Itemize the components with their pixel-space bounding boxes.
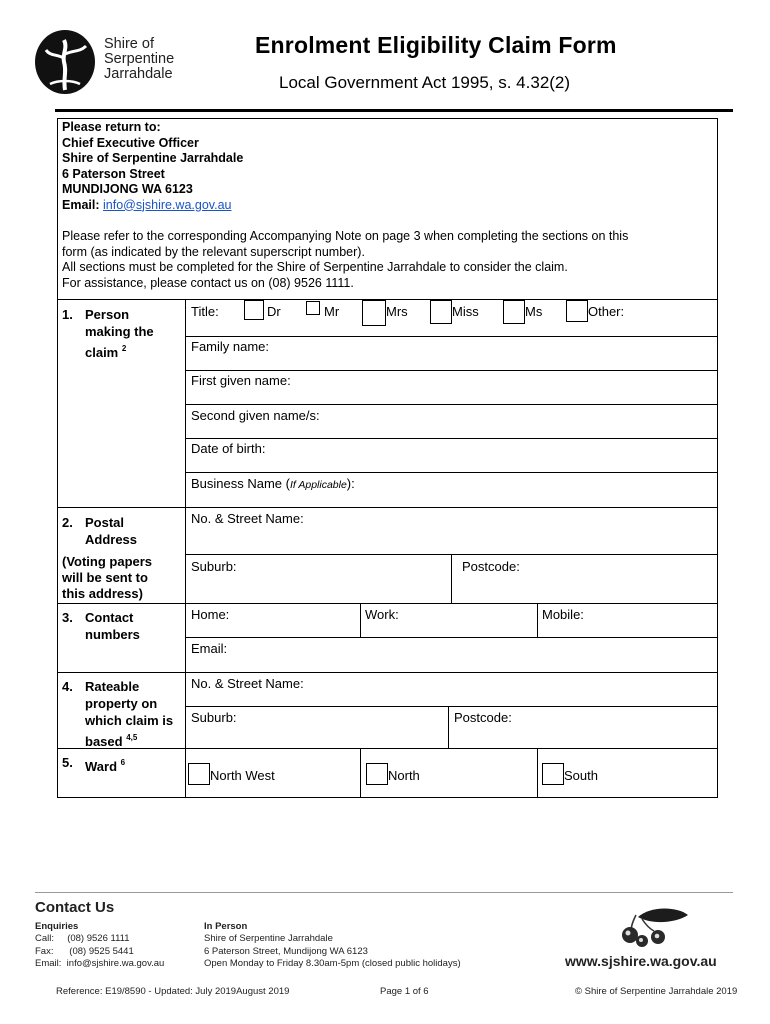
ward-south-checkbox[interactable] [542,763,564,785]
ward-south-label: South [564,768,598,783]
row-divider [57,507,718,508]
row-divider [186,438,718,439]
first-name-field[interactable]: First given name: [191,373,291,388]
title-mrs-checkbox[interactable] [362,300,386,326]
column-divider [360,603,361,637]
title-other-checkbox[interactable] [566,300,588,322]
title-miss-checkbox[interactable] [430,300,452,324]
title-mrs-label: Mrs [386,304,408,319]
row-divider [186,637,718,638]
shire-logo [34,28,194,98]
dob-field[interactable]: Date of birth: [191,441,266,456]
header-divider [55,109,733,112]
row-divider [186,554,718,555]
row-divider [186,336,718,337]
second-name-field[interactable]: Second given name/s: [191,408,320,423]
column-divider [448,706,449,748]
title-dr-label: Dr [267,304,281,319]
enquiries-block: Enquiries Call: (08) 9526 1111 Fax: (08) 9525 5441 Email: info@sjshire.wa.gov.au [35,921,165,970]
postal-note: (Voting papers will be sent to this address) [62,554,153,601]
postal-suburb-field[interactable]: Suburb: [191,559,237,574]
column-divider [537,603,538,637]
copyright-text: © Shire of Serpentine Jarrahdale 2019 [575,986,738,997]
row-divider [57,672,718,673]
title-other-label: Other: [588,304,625,319]
column-divider [185,299,186,798]
title-ms-checkbox[interactable] [503,300,525,324]
postal-postcode-field[interactable]: Postcode: [462,559,520,574]
instructions: Please refer to the corresponding Accompanying Note on page 3 when completing the sections on this form (as indicated by the relevant superscript number). All sections must be completed for the Shire of Serpentine Jarrahdale to consider the claim. For assistance, please contact us on (08) 9526 1111. [62,229,629,290]
title-miss-label: Miss [452,304,479,319]
row-divider [186,370,718,371]
column-divider [451,554,452,603]
row-divider [57,299,718,300]
return-address: Please return to: Chief Executive Officer Shire of Serpentine Jarrahdale 6 Paterson Street MUNDIJONG WA 6123 Email: info@sjshire.wa.gov.au [62,120,244,212]
title-dr-checkbox[interactable] [244,300,264,320]
ward-north-label: North [388,768,420,783]
tree-icon [34,28,98,96]
ward-north-west-label: North West [210,768,275,783]
row-divider [186,472,718,473]
reference-text: Reference: E19/8590 - Updated: July 2019August 2019 [56,986,290,997]
logo-text: Shire of Serpentine Jarrahdale [104,36,175,82]
work-phone-field[interactable]: Work: [365,607,399,622]
email-field[interactable]: Email: [191,641,228,656]
email-link[interactable]: info@sjshire.wa.gov.au [103,197,232,212]
page-title: Enrolment Eligibility Claim Form [255,32,617,58]
row-divider [186,706,718,707]
property-street-field[interactable]: No. & Street Name: [191,676,304,691]
business-name-field[interactable]: Business Name (If Applicable): [191,476,355,491]
property-postcode-field[interactable]: Postcode: [454,710,512,725]
title-mr-label: Mr [324,304,340,319]
page-subtitle: Local Government Act 1995, s. 4.32(2) [279,73,571,92]
gumnut-logo-icon [612,903,692,955]
mobile-phone-field[interactable]: Mobile: [542,607,584,622]
title-mr-checkbox[interactable] [306,301,320,315]
row-divider [186,404,718,405]
postal-street-field[interactable]: No. & Street Name: [191,511,304,526]
in-person-block: In Person Shire of Serpentine Jarrahdale 6 Paterson Street, Mundijong WA 6123 Open Monday to Friday 8.30am-5pm (closed public holidays) [204,921,461,970]
website-url[interactable]: www.sjshire.wa.gov.au [565,953,717,969]
ward-north-west-checkbox[interactable] [188,763,210,785]
footer-divider [35,892,733,893]
family-name-field[interactable]: Family name: [191,339,270,354]
column-divider [360,748,361,798]
home-phone-field[interactable]: Home: [191,607,230,622]
row-divider [57,603,718,604]
title-ms-label: Ms [525,304,543,319]
page-number: Page 1 of 6 [380,986,429,997]
property-suburb-field[interactable]: Suburb: [191,710,237,725]
ward-north-checkbox[interactable] [366,763,388,785]
title-label: Title: [191,304,219,319]
column-divider [537,748,538,798]
contact-heading: Contact Us [35,899,115,916]
